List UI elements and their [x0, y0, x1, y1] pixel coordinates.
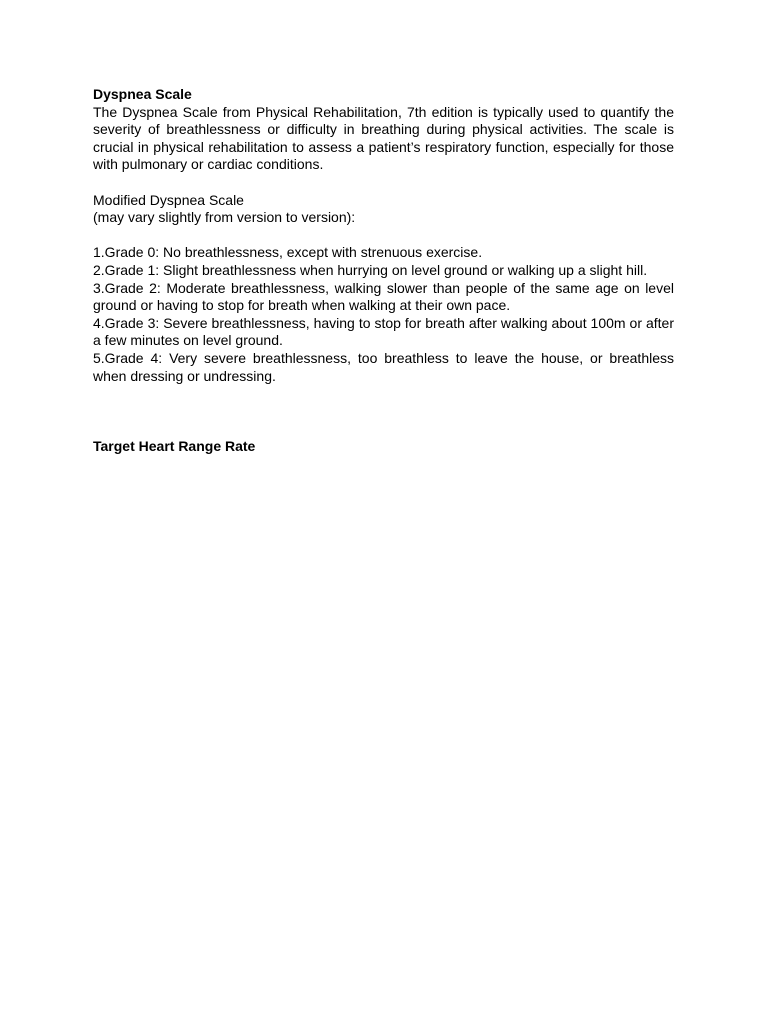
section-heading-target-heart-range-rate: Target Heart Range Rate: [93, 437, 256, 454]
document-page: [93, 86, 674, 455]
grade-item-2: 3.Grade 2: Moderate breathlessness, walking slower than people of the same age on level ground or having to stop for breath when walking at their own pace.: [93, 279, 674, 314]
grade-item-4: 5.Grade 4: Very severe breathlessness, too breathless to leave the house, or breathless when dressing or undressing.: [93, 349, 674, 384]
spacer: [93, 174, 674, 192]
spacer: [93, 227, 674, 245]
subheading-note: (may vary slightly from version to version):: [93, 209, 356, 226]
subheading-modified-dyspnea-scale: Modified Dyspnea Scale: [93, 191, 244, 208]
grade-item-3: 4.Grade 3: Severe breathlessness, having to stop for breath after walking about 100m or after a few minutes on level ground.: [93, 314, 674, 349]
grade-list: [93, 244, 674, 385]
intro-paragraph: The Dyspnea Scale from Physical Rehabilitation, 7th edition is typically used to quantify the severity of breathlessness or difficulty in breathing during physical activities. The scale is crucial in physical rehabilitation to assess a patient’s respiratory function, especially for those with pulmonary or cardiac conditions.: [93, 103, 674, 173]
section-heading-dyspnea-scale: Dyspnea Scale: [93, 86, 192, 102]
grade-item-0: 1.Grade 0: No breathlessness, except with strenuous exercise.: [93, 244, 483, 261]
grade-item-1: 2.Grade 1: Slight breathlessness when hurrying on level ground or walking up a slight hill.: [93, 261, 648, 278]
section-spacer: [93, 385, 674, 438]
